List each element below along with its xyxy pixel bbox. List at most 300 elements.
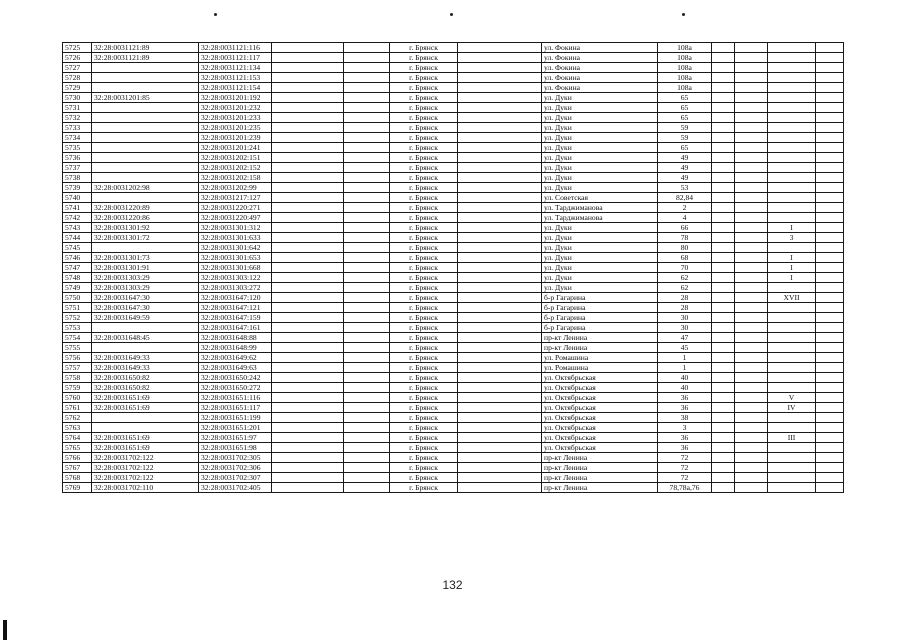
cell-c11 bbox=[735, 243, 768, 253]
cell-n: 5767 bbox=[63, 463, 92, 473]
cell-parent: 32:28:0031121:89 bbox=[92, 43, 199, 53]
table-row bbox=[63, 263, 844, 273]
cell-city: г. Брянск bbox=[390, 443, 458, 453]
table-row bbox=[63, 53, 844, 63]
cell-cad: 32:28:0031648:99 bbox=[199, 343, 272, 353]
cell-parent: 32:28:0031648:45 bbox=[92, 333, 199, 343]
cell-c4 bbox=[272, 413, 344, 423]
cell-street: ул. Фокина bbox=[542, 73, 658, 83]
cell-city: г. Брянск bbox=[390, 103, 458, 113]
table-row bbox=[63, 123, 844, 133]
cell-parent: 32:28:0031649:59 bbox=[92, 313, 199, 323]
cell-c4 bbox=[272, 403, 344, 413]
cell-cad: 32:28:0031648:88 bbox=[199, 333, 272, 343]
cell-c10 bbox=[712, 243, 735, 253]
cell-street: ул. Дуки bbox=[542, 263, 658, 273]
cell-c7 bbox=[458, 323, 542, 333]
cell-extra bbox=[768, 83, 816, 93]
cell-num: 68 bbox=[658, 253, 712, 263]
cell-parent: 32:28:0031301:73 bbox=[92, 253, 199, 263]
cell-cad: 32:28:0031651:199 bbox=[199, 413, 272, 423]
cell-street: пр-кт Ленина bbox=[542, 473, 658, 483]
cell-street: пр-кт Ленина bbox=[542, 453, 658, 463]
cell-extra bbox=[768, 103, 816, 113]
cell-city: г. Брянск bbox=[390, 193, 458, 203]
cell-c11 bbox=[735, 83, 768, 93]
cell-c4 bbox=[272, 353, 344, 363]
table-row bbox=[63, 133, 844, 143]
cell-c11 bbox=[735, 183, 768, 193]
cell-c5 bbox=[344, 313, 390, 323]
cell-c4 bbox=[272, 173, 344, 183]
cell-c10 bbox=[712, 433, 735, 443]
cell-num: 78 bbox=[658, 233, 712, 243]
cell-c10 bbox=[712, 233, 735, 243]
cell-n: 5745 bbox=[63, 243, 92, 253]
table-row bbox=[63, 353, 844, 363]
cell-street: ул. Октябрьская bbox=[542, 383, 658, 393]
cell-extra bbox=[768, 153, 816, 163]
cell-c4 bbox=[272, 463, 344, 473]
cell-city: г. Брянск bbox=[390, 483, 458, 493]
cell-c5 bbox=[344, 163, 390, 173]
cell-extra: III bbox=[768, 433, 816, 443]
cell-extra bbox=[768, 93, 816, 103]
cell-c10 bbox=[712, 463, 735, 473]
cell-c11 bbox=[735, 443, 768, 453]
cell-c7 bbox=[458, 373, 542, 383]
cell-cad: 32:28:0031301:668 bbox=[199, 263, 272, 273]
cell-extra: XVII bbox=[768, 293, 816, 303]
cell-city: г. Брянск bbox=[390, 273, 458, 283]
cell-c11 bbox=[735, 393, 768, 403]
table-row bbox=[63, 73, 844, 83]
cell-cad: 32:28:0031201:232 bbox=[199, 103, 272, 113]
table-row bbox=[63, 393, 844, 403]
cell-city: г. Брянск bbox=[390, 363, 458, 373]
cell-c7 bbox=[458, 223, 542, 233]
cell-c7 bbox=[458, 393, 542, 403]
cell-c13 bbox=[816, 203, 844, 213]
cell-city: г. Брянск bbox=[390, 43, 458, 53]
cell-extra bbox=[768, 283, 816, 293]
cell-c10 bbox=[712, 153, 735, 163]
cell-c7 bbox=[458, 403, 542, 413]
cell-extra bbox=[768, 313, 816, 323]
cell-c10 bbox=[712, 113, 735, 123]
cell-city: г. Брянск bbox=[390, 323, 458, 333]
cell-c5 bbox=[344, 353, 390, 363]
cell-city: г. Брянск bbox=[390, 163, 458, 173]
cell-c4 bbox=[272, 183, 344, 193]
cell-parent: 32:28:0031647:30 bbox=[92, 293, 199, 303]
cell-cad: 32:28:0031121:154 bbox=[199, 83, 272, 93]
cell-c13 bbox=[816, 363, 844, 373]
cell-n: 5749 bbox=[63, 283, 92, 293]
cell-c13 bbox=[816, 473, 844, 483]
cell-c4 bbox=[272, 83, 344, 93]
cell-num: 3 bbox=[658, 423, 712, 433]
table-row bbox=[63, 183, 844, 193]
cell-city: г. Брянск bbox=[390, 113, 458, 123]
cell-extra bbox=[768, 163, 816, 173]
cell-street: ул. Дуки bbox=[542, 153, 658, 163]
cell-c7 bbox=[458, 163, 542, 173]
cell-extra: I bbox=[768, 253, 816, 263]
cell-c10 bbox=[712, 383, 735, 393]
cell-street: ул. Советская bbox=[542, 193, 658, 203]
cell-cad: 32:28:0031121:116 bbox=[199, 43, 272, 53]
cell-cad: 32:28:0031647:159 bbox=[199, 313, 272, 323]
register-table bbox=[62, 42, 844, 493]
cell-extra bbox=[768, 143, 816, 153]
cell-cad: 32:28:0031651:116 bbox=[199, 393, 272, 403]
cell-cad: 32:28:0031649:63 bbox=[199, 363, 272, 373]
table-row bbox=[63, 293, 844, 303]
cell-num: 40 bbox=[658, 383, 712, 393]
cell-c5 bbox=[344, 73, 390, 83]
cell-street: ул. Октябрьская bbox=[542, 443, 658, 453]
cell-n: 5727 bbox=[63, 63, 92, 73]
cell-c5 bbox=[344, 203, 390, 213]
cell-parent: 32:28:0031303:29 bbox=[92, 273, 199, 283]
cell-c4 bbox=[272, 113, 344, 123]
cell-cad: 32:28:0031301:312 bbox=[199, 223, 272, 233]
cell-street: ул. Дуки bbox=[542, 173, 658, 183]
cell-c4 bbox=[272, 363, 344, 373]
cell-city: г. Брянск bbox=[390, 143, 458, 153]
cell-cad: 32:28:0031201:241 bbox=[199, 143, 272, 153]
cell-c13 bbox=[816, 173, 844, 183]
cell-num: 108а bbox=[658, 63, 712, 73]
cell-c4 bbox=[272, 203, 344, 213]
cell-n: 5744 bbox=[63, 233, 92, 243]
cell-c4 bbox=[272, 133, 344, 143]
cell-n: 5766 bbox=[63, 453, 92, 463]
cell-cad: 32:28:0031301:642 bbox=[199, 243, 272, 253]
cell-c10 bbox=[712, 483, 735, 493]
cell-street: ул. Фокина bbox=[542, 63, 658, 73]
cell-c13 bbox=[816, 393, 844, 403]
cell-c7 bbox=[458, 253, 542, 263]
table-row bbox=[63, 43, 844, 53]
table-row bbox=[63, 253, 844, 263]
cell-c5 bbox=[344, 253, 390, 263]
cell-city: г. Брянск bbox=[390, 233, 458, 243]
cell-c5 bbox=[344, 153, 390, 163]
cell-street: ул. Фокина bbox=[542, 43, 658, 53]
cell-street: ул. Дуки bbox=[542, 253, 658, 263]
cell-extra bbox=[768, 413, 816, 423]
cell-n: 5729 bbox=[63, 83, 92, 93]
cell-c13 bbox=[816, 83, 844, 93]
cell-n: 5740 bbox=[63, 193, 92, 203]
cell-n: 5736 bbox=[63, 153, 92, 163]
cell-c13 bbox=[816, 43, 844, 53]
cell-c4 bbox=[272, 73, 344, 83]
cell-street: б-р Гагарина bbox=[542, 323, 658, 333]
cell-c13 bbox=[816, 103, 844, 113]
cell-c7 bbox=[458, 333, 542, 343]
cell-cad: 32:28:0031121:117 bbox=[199, 53, 272, 63]
cell-c11 bbox=[735, 223, 768, 233]
cell-extra bbox=[768, 123, 816, 133]
cell-c5 bbox=[344, 433, 390, 443]
cell-city: г. Брянск bbox=[390, 173, 458, 183]
cell-c7 bbox=[458, 133, 542, 143]
cell-n: 5741 bbox=[63, 203, 92, 213]
cell-extra bbox=[768, 193, 816, 203]
cell-num: 80 bbox=[658, 243, 712, 253]
cell-extra bbox=[768, 383, 816, 393]
cell-c5 bbox=[344, 263, 390, 273]
cell-parent: 32:28:0031651:69 bbox=[92, 393, 199, 403]
table-row bbox=[63, 213, 844, 223]
cell-num: 62 bbox=[658, 273, 712, 283]
cell-num: 70 bbox=[658, 263, 712, 273]
cell-num: 65 bbox=[658, 93, 712, 103]
cell-num: 36 bbox=[658, 393, 712, 403]
cell-c10 bbox=[712, 373, 735, 383]
cell-city: г. Брянск bbox=[390, 393, 458, 403]
cell-c10 bbox=[712, 193, 735, 203]
cell-parent: 32:28:0031303:29 bbox=[92, 283, 199, 293]
cell-c7 bbox=[458, 43, 542, 53]
cell-c4 bbox=[272, 213, 344, 223]
cell-c13 bbox=[816, 443, 844, 453]
cell-c13 bbox=[816, 353, 844, 363]
cell-c7 bbox=[458, 93, 542, 103]
cell-c10 bbox=[712, 223, 735, 233]
cell-c4 bbox=[272, 473, 344, 483]
cell-c5 bbox=[344, 453, 390, 463]
cell-street: ул. Дуки bbox=[542, 113, 658, 123]
table-row bbox=[63, 223, 844, 233]
cell-n: 5762 bbox=[63, 413, 92, 423]
cell-parent bbox=[92, 143, 199, 153]
cell-c4 bbox=[272, 233, 344, 243]
cell-c5 bbox=[344, 273, 390, 283]
cell-c10 bbox=[712, 293, 735, 303]
cell-c4 bbox=[272, 53, 344, 63]
cell-street: б-р Гагарина bbox=[542, 313, 658, 323]
cell-city: г. Брянск bbox=[390, 243, 458, 253]
cell-extra bbox=[768, 243, 816, 253]
cell-street: б-р Гагарина bbox=[542, 303, 658, 313]
cell-c10 bbox=[712, 73, 735, 83]
cell-c11 bbox=[735, 453, 768, 463]
cell-n: 5731 bbox=[63, 103, 92, 113]
cell-c13 bbox=[816, 113, 844, 123]
cell-cad: 32:28:0031303:122 bbox=[199, 273, 272, 283]
cell-c7 bbox=[458, 313, 542, 323]
cell-n: 5768 bbox=[63, 473, 92, 483]
table-row bbox=[63, 153, 844, 163]
cell-c13 bbox=[816, 223, 844, 233]
cell-street: ул. Октябрьская bbox=[542, 403, 658, 413]
scan-dot-left bbox=[214, 13, 217, 16]
cell-c4 bbox=[272, 273, 344, 283]
cell-c7 bbox=[458, 283, 542, 293]
cell-parent: 32:28:0031301:91 bbox=[92, 263, 199, 273]
cell-cad: 32:28:0031651:97 bbox=[199, 433, 272, 443]
cell-parent: 32:28:0031121:89 bbox=[92, 53, 199, 63]
cell-c11 bbox=[735, 53, 768, 63]
cell-c5 bbox=[344, 173, 390, 183]
cell-c13 bbox=[816, 323, 844, 333]
cell-city: г. Брянск bbox=[390, 423, 458, 433]
cell-city: г. Брянск bbox=[390, 263, 458, 273]
cell-cad: 32:28:0031201:235 bbox=[199, 123, 272, 133]
cell-parent: 32:28:0031702:122 bbox=[92, 463, 199, 473]
cell-c11 bbox=[735, 203, 768, 213]
cell-num: 72 bbox=[658, 473, 712, 483]
cell-cad: 32:28:0031220:271 bbox=[199, 203, 272, 213]
cell-city: г. Брянск bbox=[390, 123, 458, 133]
table-row bbox=[63, 413, 844, 423]
cell-c11 bbox=[735, 133, 768, 143]
cell-extra bbox=[768, 343, 816, 353]
cell-parent: 32:28:0031649:33 bbox=[92, 363, 199, 373]
cell-c11 bbox=[735, 143, 768, 153]
cell-c5 bbox=[344, 333, 390, 343]
cell-c5 bbox=[344, 363, 390, 373]
cell-cad: 32:28:0031647:120 bbox=[199, 293, 272, 303]
table-row bbox=[63, 273, 844, 283]
cell-cad: 32:28:0031202:151 bbox=[199, 153, 272, 163]
cell-c13 bbox=[816, 383, 844, 393]
cell-cad: 32:28:0031202:152 bbox=[199, 163, 272, 173]
cell-c5 bbox=[344, 63, 390, 73]
cell-c7 bbox=[458, 233, 542, 243]
cell-street: ул. Октябрьская bbox=[542, 413, 658, 423]
cell-parent: 32:28:0031201:85 bbox=[92, 93, 199, 103]
cell-street: ул. Дуки bbox=[542, 143, 658, 153]
cell-street: пр-кт Ленина bbox=[542, 343, 658, 353]
cell-c13 bbox=[816, 163, 844, 173]
cell-n: 5753 bbox=[63, 323, 92, 333]
cell-c5 bbox=[344, 133, 390, 143]
cell-num: 72 bbox=[658, 453, 712, 463]
cell-num: 65 bbox=[658, 103, 712, 113]
cell-city: г. Брянск bbox=[390, 293, 458, 303]
cell-cad: 32:28:0031121:153 bbox=[199, 73, 272, 83]
cell-n: 5747 bbox=[63, 263, 92, 273]
cell-c10 bbox=[712, 263, 735, 273]
cell-num: 30 bbox=[658, 323, 712, 333]
cell-c13 bbox=[816, 403, 844, 413]
cell-extra bbox=[768, 113, 816, 123]
cell-n: 5757 bbox=[63, 363, 92, 373]
cell-n: 5732 bbox=[63, 113, 92, 123]
cell-c7 bbox=[458, 343, 542, 353]
cell-n: 5754 bbox=[63, 333, 92, 343]
table-row bbox=[63, 363, 844, 373]
cell-c11 bbox=[735, 333, 768, 343]
cell-extra bbox=[768, 173, 816, 183]
cell-n: 5737 bbox=[63, 163, 92, 173]
cell-parent: 32:28:0031702:110 bbox=[92, 483, 199, 493]
cell-c11 bbox=[735, 153, 768, 163]
cell-c10 bbox=[712, 203, 735, 213]
cell-parent: 32:28:0031220:86 bbox=[92, 213, 199, 223]
cell-c7 bbox=[458, 153, 542, 163]
cell-parent bbox=[92, 133, 199, 143]
cell-c5 bbox=[344, 183, 390, 193]
cell-c5 bbox=[344, 393, 390, 403]
cell-c5 bbox=[344, 303, 390, 313]
table-row bbox=[63, 443, 844, 453]
cell-c4 bbox=[272, 423, 344, 433]
cell-c10 bbox=[712, 133, 735, 143]
cell-c4 bbox=[272, 303, 344, 313]
cell-num: 2 bbox=[658, 203, 712, 213]
cell-c11 bbox=[735, 113, 768, 123]
cell-num: 53 bbox=[658, 183, 712, 193]
cell-num: 36 bbox=[658, 433, 712, 443]
cell-num: 108а bbox=[658, 43, 712, 53]
cell-parent: 32:28:0031651:69 bbox=[92, 433, 199, 443]
cell-cad: 32:28:0031651:117 bbox=[199, 403, 272, 413]
cell-street: ул. Фокина bbox=[542, 83, 658, 93]
cell-cad: 32:28:0031201:192 bbox=[199, 93, 272, 103]
cell-parent: 32:28:0031651:69 bbox=[92, 443, 199, 453]
cell-extra bbox=[768, 183, 816, 193]
cell-c4 bbox=[272, 293, 344, 303]
cell-c11 bbox=[735, 413, 768, 423]
cell-cad: 32:28:0031702:305 bbox=[199, 453, 272, 463]
table-row bbox=[63, 373, 844, 383]
cell-extra bbox=[768, 53, 816, 63]
cell-c11 bbox=[735, 263, 768, 273]
cell-c10 bbox=[712, 103, 735, 113]
cell-parent bbox=[92, 193, 199, 203]
cell-city: г. Брянск bbox=[390, 203, 458, 213]
cell-num: 4 bbox=[658, 213, 712, 223]
cell-street: ул. Дуки bbox=[542, 183, 658, 193]
cell-cad: 32:28:0031649:62 bbox=[199, 353, 272, 363]
cell-c4 bbox=[272, 433, 344, 443]
table-row bbox=[63, 113, 844, 123]
cell-cad: 32:28:0031301:633 bbox=[199, 233, 272, 243]
cell-extra: I bbox=[768, 263, 816, 273]
cell-c10 bbox=[712, 313, 735, 323]
cell-c11 bbox=[735, 433, 768, 443]
cell-n: 5730 bbox=[63, 93, 92, 103]
cell-c10 bbox=[712, 213, 735, 223]
cell-c11 bbox=[735, 253, 768, 263]
cell-street: ул. Октябрьская bbox=[542, 433, 658, 443]
cell-c7 bbox=[458, 263, 542, 273]
table-row bbox=[63, 283, 844, 293]
cell-c11 bbox=[735, 343, 768, 353]
cell-extra bbox=[768, 323, 816, 333]
cell-c4 bbox=[272, 453, 344, 463]
cell-c10 bbox=[712, 93, 735, 103]
cell-c11 bbox=[735, 163, 768, 173]
cell-c10 bbox=[712, 163, 735, 173]
cell-street: ул. Дуки bbox=[542, 103, 658, 113]
cell-street: ул. Дуки bbox=[542, 123, 658, 133]
cell-num: 1 bbox=[658, 363, 712, 373]
cell-c5 bbox=[344, 463, 390, 473]
cell-num: 65 bbox=[658, 143, 712, 153]
cell-c5 bbox=[344, 373, 390, 383]
cell-c7 bbox=[458, 143, 542, 153]
cell-c5 bbox=[344, 193, 390, 203]
cell-n: 5742 bbox=[63, 213, 92, 223]
cell-city: г. Брянск bbox=[390, 253, 458, 263]
